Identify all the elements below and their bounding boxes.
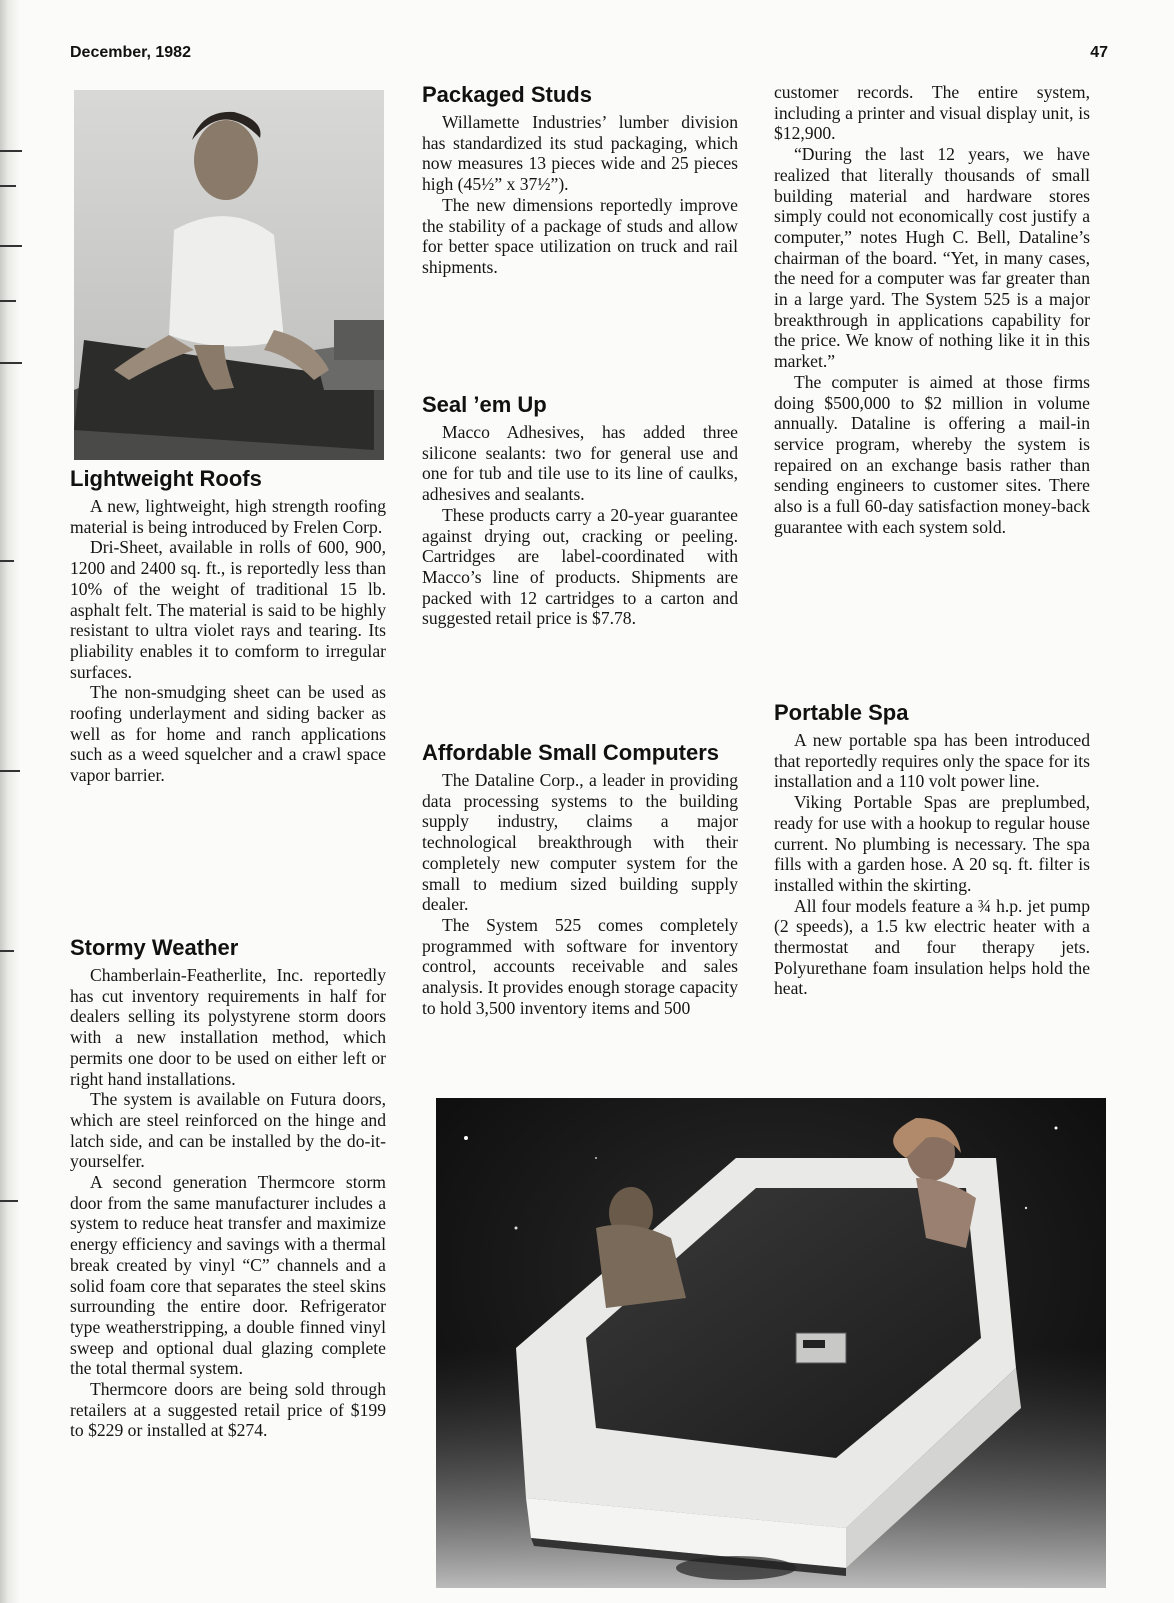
column-middle [422,82,738,278]
binding-mark [0,185,16,187]
article-title: Packaged Studs [422,82,592,107]
issue-date: December, 1982 [70,44,191,61]
article-paragraph: The system is available on Futura doors, which are steel reinforced on the hinge and latch side, and can be installed by the do-it-yourselfer. [70,1089,386,1172]
article-paragraph: The new dimensions reportedly improve the stability of a package of studs and allow for better space utilization on truck and rail shipments. [422,194,738,277]
binding-mark [0,770,20,772]
article-title: Lightweight Roofs [70,466,262,491]
article-seal-em-up [422,392,738,629]
article-paragraph: All four models feature a ¾ h.p. jet pump (2 speeds), a 1.5 kw electric heater with a thermostat and four therapy jets. Polyurethane foam insulation helps hold the heat. [774,895,1090,999]
column-middle-mid [422,392,738,629]
article-paragraph: The non-smudging sheet can be used as roofing underlayment and siding backer as well as for home and ranch applications such as a weed squelcher and a crawl space vapor barrier. [70,682,386,786]
column-left [70,466,386,786]
column-left-lower [70,935,386,1441]
article-paragraph: The Dataline Corp., a leader in providing data processing systems to the building supply industry, claims a major technological breakthrough with their completely new computer system for the small to medium sized building supply dealer. [422,770,738,915]
man-on-roof-photo [74,90,384,460]
article-affordable-small-computers-continued [774,82,1090,537]
article-title: Seal ’em Up [422,392,547,417]
article-paragraph: “During the last 12 years, we have realized that literally thousands of small building material and hardware stores simply could not economically cost justify a computer,” notes Hugh C. Bell, Dataline’s chairman of the board. “Yet, in many cases, the need for a computer was far greater than in a large yard. The System 525 is a major breakthrough in applications capability for the price. We know of nothing like it in this market.” [774,144,1090,372]
article-stormy-weather [70,935,386,1441]
article-paragraph: These products carry a 20-year guarantee against drying out, cracking or peeling. Cartridges are label-coordinated with Macco’s line of products. Shipments are packed with 12 cartridges to a carton and suggested retail price is $7.78. [422,504,738,629]
column-right [774,82,1090,537]
column-right-lower [774,700,1090,999]
article-packaged-studs [422,82,738,278]
article-affordable-small-computers [422,740,738,1018]
binding-mark [0,300,16,302]
binding-mark [0,150,22,152]
binding-mark [0,560,14,562]
portable-spa-photo [436,1098,1106,1588]
article-title: Stormy Weather [70,935,239,960]
article-title: Portable Spa [774,700,909,725]
article-paragraph: A new, lightweight, high strength roofing material is being introduced by Frelen Corp. [70,496,386,537]
article-paragraph: Willamette Industries’ lumber division has standardized its stud packaging, which now measures 13 pieces wide and 25 pieces high (45½” x 37½”). [422,112,738,195]
article-paragraph: Dri-Sheet, available in rolls of 600, 900, 1200 and 2400 sq. ft., is reportedly less than 10% of the weight of traditional 15 lb. asphalt felt. The material is said to be highly resistant to ultra violet rays and tearing. Its pliability enables it to comform to irregular surfaces. [70,537,386,682]
article-paragraph: Thermcore doors are being sold through retailers at a suggested retail price of $199 to $229 or installed at $274. [70,1379,386,1441]
article-paragraph: The computer is aimed at those firms doing $500,000 to $2 million in volume annually. Dataline is offering a mail-in service program, whereby the system is repaired on an exchange basis rather than sending engineers to customer sites. There also is a full 60-day satisfaction money-back guarantee with each system sold. [774,371,1090,537]
article-paragraph: Chamberlain-Featherlite, Inc. reportedly has cut inventory requirements in half for dealers selling its polystyrene storm doors with a new installation method, which permits one door to be used on either left or right hand installations. [70,965,386,1089]
binding-mark [0,950,14,952]
article-title: Affordable Small Computers [422,740,720,765]
article-portable-spa [774,700,1090,999]
article-paragraph: A second generation Thermcore storm door from the same manufacturer includes a system to reduce heat transfer and maximize energy efficiency and savings with a thermal break created by vinyl “C” channels and a solid foam core that separates the steel skins surrounding the entire door. Refrigerator type weatherstripping, a double finned vinyl sweep and optional dual glazing complete the total thermal system. [70,1172,386,1379]
binding-mark [0,245,22,247]
column-middle-lower [422,740,738,1018]
article-paragraph: customer records. The entire system, including a printer and visual display unit, is $12,900. [774,82,1090,144]
binding-mark [0,1200,18,1202]
binding-shadow [0,0,20,1603]
article-paragraph: A new portable spa has been introduced that reportedly requires only the space for its installation and a 110 volt power line. [774,730,1090,792]
article-paragraph: The System 525 comes completely programmed with software for inventory control, accounts receivable and sales analysis. It provides enough storage capacity to hold 3,500 inventory items and 500 [422,914,738,1018]
binding-mark [0,362,22,364]
article-paragraph: Viking Portable Spas are preplumbed, ready for use with a hookup to regular house current. No plumbing is necessary. The spa fills with a garden hose. A 20 sq. ft. filter is installed within the skirting. [774,792,1090,895]
page-number: 47 [1090,44,1108,61]
article-lightweight-roofs [70,466,386,786]
article-paragraph: Macco Adhesives, has added three silicone sealants: two for general use and one for tub and tile use to its line of caulks, adhesives and sealants. [422,422,738,505]
